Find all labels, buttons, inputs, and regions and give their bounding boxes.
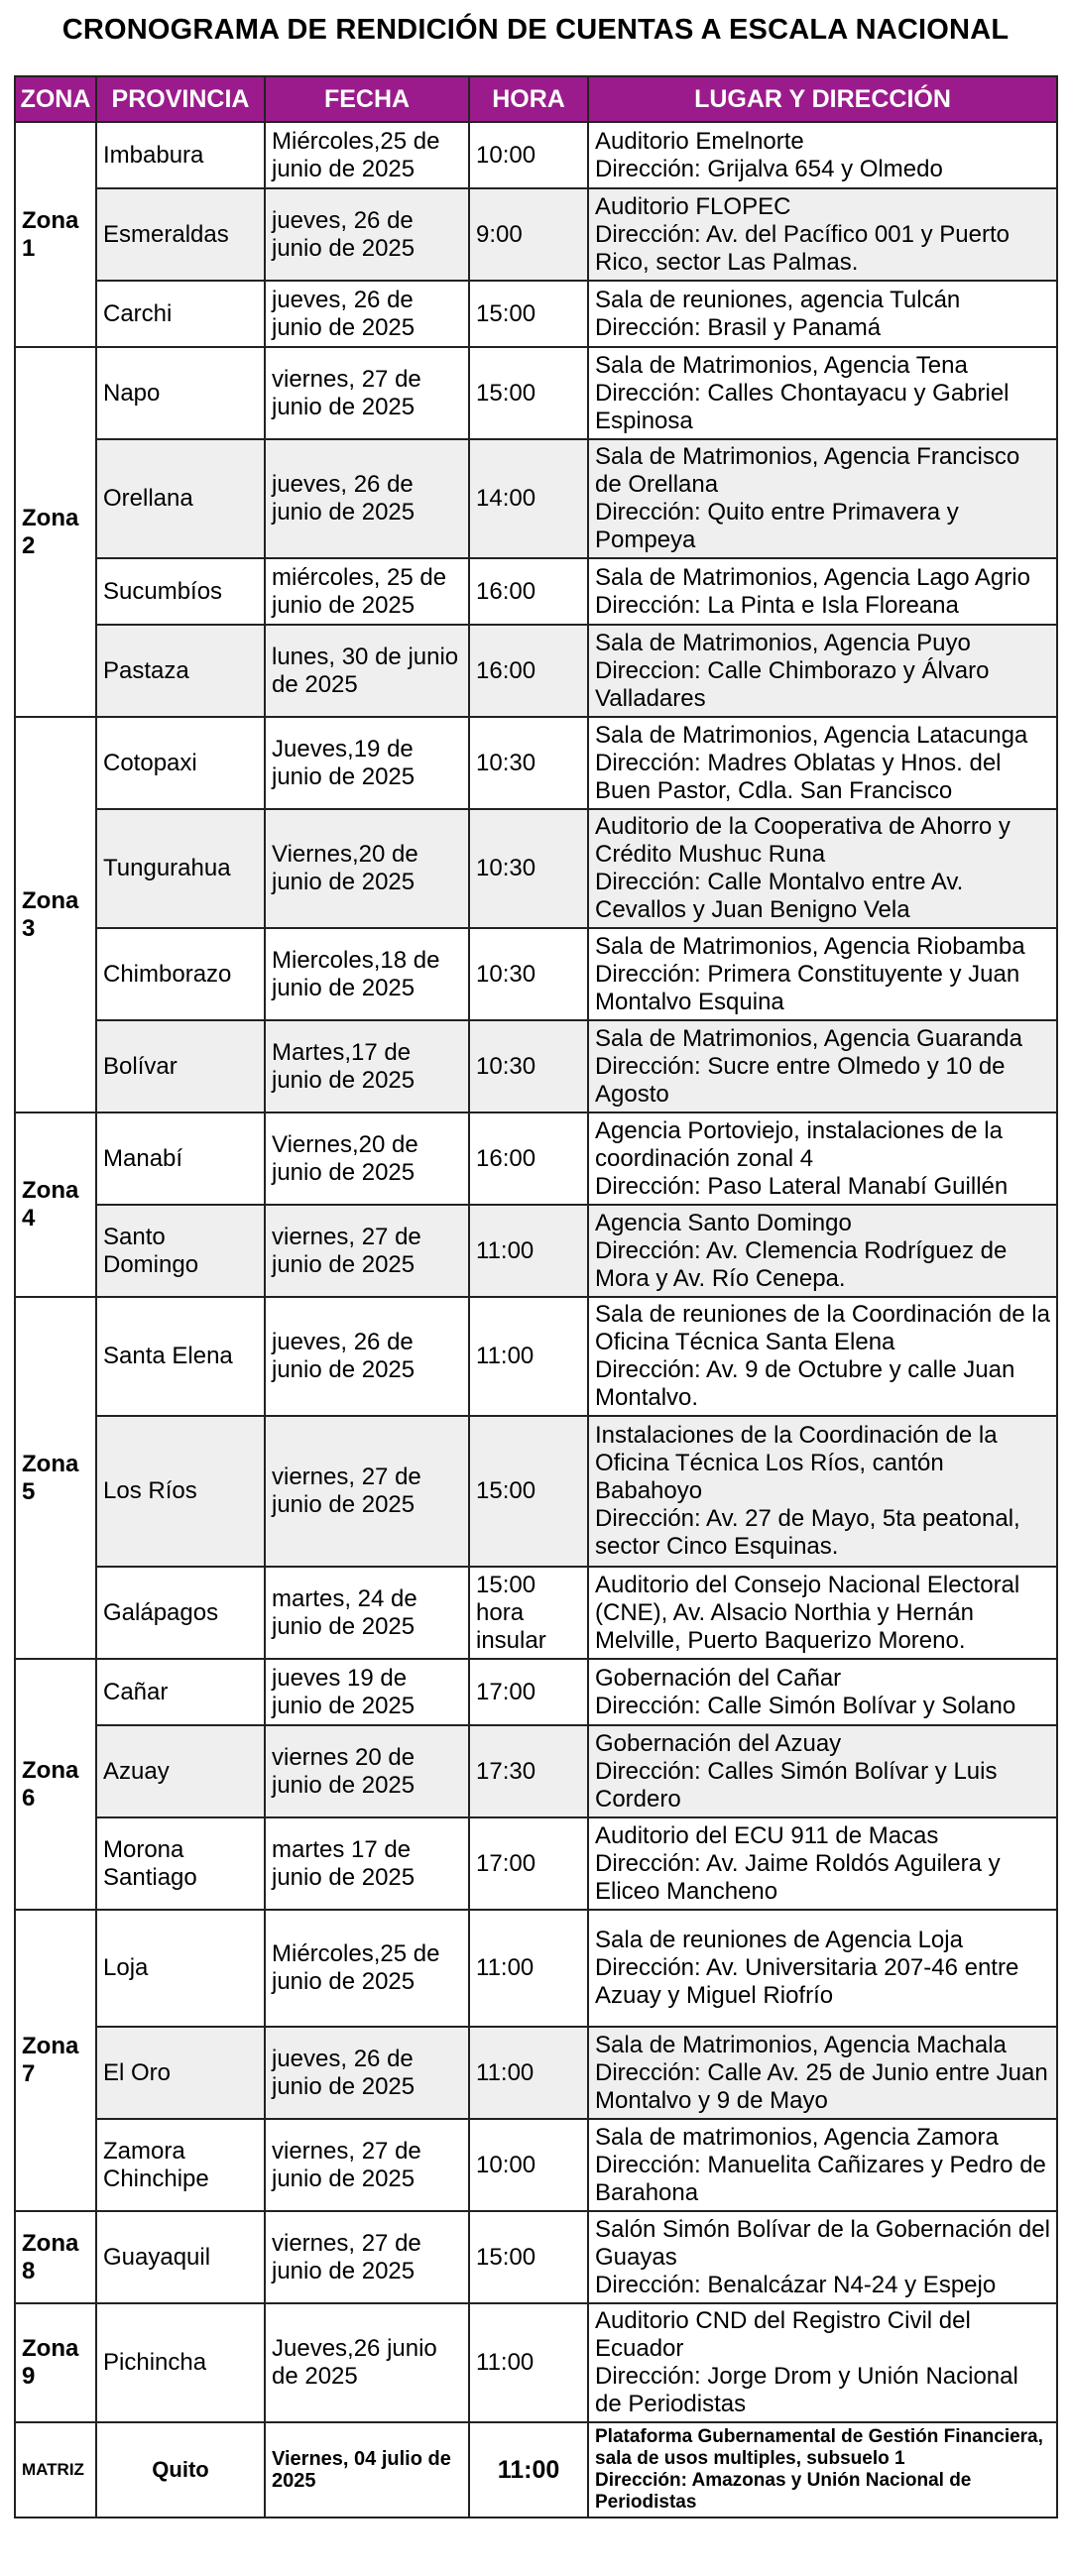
fecha-cell: viernes, 27 de junio de 2025	[265, 347, 469, 439]
lugar-line: Auditorio del Consejo Nacional Electoral (CNE), Av. Alsacio Northia y Hernán Melville, Puerto Baquerizo Moreno.	[595, 1571, 1020, 1654]
lugar-line: Sala de reuniones de Agencia Loja	[595, 1927, 963, 1953]
lugar-cell	[588, 1817, 1057, 1910]
provincia-cell: Loja	[96, 1910, 265, 2027]
lugar-line: Agencia Portoviejo, instalaciones de la coordinación zonal 4	[595, 1116, 1003, 1172]
lugar-cell	[588, 2119, 1057, 2211]
table-row	[15, 439, 1057, 558]
lugar-line: Sala de Matrimonios, Agencia Latacunga	[595, 721, 1028, 749]
lugar-cell	[588, 2027, 1057, 2119]
lugar-line: Sala de Matrimonios, Agencia Riobamba	[595, 932, 1025, 960]
lugar-line: Dirección: Av. Jaime Roldós Aguilera y Eliceo Mancheno	[595, 1849, 1001, 1905]
lugar-line: Dirección: Manuelita Cañizares y Pedro de Barahona	[595, 2151, 1046, 2206]
lugar-line: Auditorio Emelnorte	[595, 127, 804, 155]
provincia-cell: Guayaquil	[96, 2211, 265, 2303]
provincia-cell: Pichincha	[96, 2303, 265, 2422]
fecha-cell: Miércoles,25 de junio de 2025	[265, 1910, 469, 2027]
table-row	[15, 1659, 1057, 1725]
fecha-cell: jueves, 26 de junio de 2025	[265, 188, 469, 281]
fecha-cell: martes, 24 de junio de 2025	[265, 1567, 469, 1659]
provincia-cell: Esmeraldas	[96, 188, 265, 281]
table-row	[15, 347, 1057, 439]
fecha-cell: Jueves,26 junio de 2025	[265, 2303, 469, 2422]
table-row	[15, 2119, 1057, 2211]
lugar-cell	[588, 347, 1057, 439]
lugar-line: Dirección: Paso Lateral Manabí Guillén	[595, 1172, 1009, 1200]
table-row	[15, 1567, 1057, 1659]
lugar-line: Salón Simón Bolívar de la Gobernación del Guayas	[595, 2215, 1050, 2271]
provincia-cell: Pastaza	[96, 625, 265, 717]
provincia-cell: Carchi	[96, 281, 265, 347]
lugar-line: Dirección: Jorge Drom y Unión Nacional de Periodistas	[595, 2363, 1018, 2417]
lugar-cell	[588, 2211, 1057, 2303]
lugar-line: Dirección: Calle Av. 25 de Junio entre Juan Montalvo y 9 de Mayo	[595, 2058, 1048, 2114]
table-row	[15, 717, 1057, 809]
hora-cell: 17:00	[469, 1817, 588, 1910]
hora-cell: 10:30	[469, 717, 588, 809]
lugar-line: Gobernación del Azuay	[595, 1729, 842, 1757]
fecha-cell: lunes, 30 de junio de 2025	[265, 625, 469, 717]
lugar-line: Dirección: Av. del Pacífico 001 y Puerto Rico, sector Las Palmas.	[595, 220, 1010, 276]
fecha-cell: Miércoles,25 de junio de 2025	[265, 122, 469, 188]
fecha-cell: jueves, 26 de junio de 2025	[265, 1297, 469, 1416]
fecha-cell: miércoles, 25 de junio de 2025	[265, 558, 469, 625]
lugar-line: Instalaciones de la Coordinación de la Oficina Técnica Los Ríos, cantón Babahoyo	[595, 1422, 998, 1504]
lugar-line: Dirección: Calle Simón Bolívar y Solano	[595, 1692, 1016, 1719]
lugar-cell	[588, 625, 1057, 717]
hora-cell: 15:00	[469, 1416, 588, 1567]
lugar-cell	[588, 558, 1057, 625]
lugar-line: Agencia Santo Domingo	[595, 1209, 852, 1236]
provincia-cell: Imbabura	[96, 122, 265, 188]
hora-cell: 15:00 hora insular	[469, 1567, 588, 1659]
zone-label: Zona 3	[15, 717, 96, 1112]
lugar-line: Auditorio de la Cooperativa de Ahorro y Crédito Mushuc Runa	[595, 813, 1011, 868]
hora-cell: 16:00	[469, 625, 588, 717]
lugar-line: Auditorio del ECU 911 de Macas	[595, 1821, 939, 1849]
lugar-cell	[588, 281, 1057, 347]
table-row	[15, 281, 1057, 347]
lugar-cell	[588, 1020, 1057, 1112]
lugar-cell	[588, 439, 1057, 558]
zone-label: Zona 6	[15, 1659, 96, 1910]
provincia-cell: El Oro	[96, 2027, 265, 2119]
hora-cell: 17:00	[469, 1659, 588, 1725]
hora-cell: 15:00	[469, 281, 588, 347]
lugar-line: Dirección: Av. 27 de Mayo, 5ta peatonal, sector Cinco Esquinas.	[595, 1505, 1020, 1560]
lugar-line: Dirección: Av. 9 de Octubre y calle Juan Montalvo.	[595, 1356, 1015, 1411]
fecha-cell: martes 17 de junio de 2025	[265, 1817, 469, 1910]
fecha-cell: Viernes,20 de junio de 2025	[265, 809, 469, 928]
lugar-line: Dirección: Calles Simón Bolívar y Luis Cordero	[595, 1757, 998, 1813]
table-row	[15, 809, 1057, 928]
lugar-line: Dirección: La Pinta e Isla Floreana	[595, 591, 959, 619]
table-row	[15, 2027, 1057, 2119]
fecha-cell: jueves, 26 de junio de 2025	[265, 2027, 469, 2119]
lugar-line: Sala de Matrimonios, Agencia Francisco de Orellana	[595, 443, 1020, 498]
zone-label: Zona 8	[15, 2211, 96, 2303]
lugar-cell	[588, 122, 1057, 188]
lugar-cell	[588, 1297, 1057, 1416]
fecha-cell: viernes, 27 de junio de 2025	[265, 1416, 469, 1567]
hora-cell: 16:00	[469, 558, 588, 625]
fecha-cell: viernes 20 de junio de 2025	[265, 1725, 469, 1817]
fecha-cell: jueves, 26 de junio de 2025	[265, 439, 469, 558]
lugar-line: Dirección: Primera Constituyente y Juan Montalvo Esquina	[595, 960, 1020, 1015]
table-row	[15, 188, 1057, 281]
lugar-line: Dirección: Sucre entre Olmedo y 10 de Agosto	[595, 1052, 1006, 1108]
matrix-lugar	[588, 2422, 1057, 2517]
table-row	[15, 928, 1057, 1020]
fecha-cell: jueves 19 de junio de 2025	[265, 1659, 469, 1725]
hora-cell: 10:30	[469, 1020, 588, 1112]
fecha-cell: Jueves,19 de junio de 2025	[265, 717, 469, 809]
table-row	[15, 1297, 1057, 1416]
lugar-line: Sala de reuniones de la Coordinación de la Oficina Técnica Santa Elena	[595, 1301, 1050, 1355]
table-row	[15, 1416, 1057, 1567]
fecha-cell: viernes, 27 de junio de 2025	[265, 2119, 469, 2211]
matrix-section	[15, 2422, 1057, 2517]
lugar-line: Dirección: Benalcázar N4-24 y Espejo	[595, 2271, 997, 2298]
provincia-cell: Chimborazo	[96, 928, 265, 1020]
provincia-cell: Tungurahua	[96, 809, 265, 928]
lugar-line: Sala de matrimonios, Agencia Zamora	[595, 2123, 999, 2151]
lugar-cell	[588, 809, 1057, 928]
zone-label: Zona 4	[15, 1112, 96, 1297]
hora-cell: 16:00	[469, 1112, 588, 1205]
lugar-cell	[588, 1112, 1057, 1205]
lugar-cell	[588, 1567, 1057, 1659]
lugar-cell	[588, 928, 1057, 1020]
hora-cell: 17:30	[469, 1725, 588, 1817]
lugar-line: Dirección: Quito entre Primavera y Pompeya	[595, 499, 959, 553]
lugar-line: Dirección: Calle Montalvo entre Av. Cevallos y Juan Benigno Vela	[595, 869, 964, 923]
table-row	[15, 558, 1057, 625]
hora-cell: 11:00	[469, 1205, 588, 1297]
table-row	[15, 625, 1057, 717]
zone-label: Zona 1	[15, 122, 96, 347]
hora-cell: 10:00	[469, 122, 588, 188]
matrix-row	[15, 2422, 1057, 2517]
provincia-cell: Napo	[96, 347, 265, 439]
table-row	[15, 122, 1057, 188]
lugar-line: Sala de Matrimonios, Agencia Guaranda	[595, 1024, 1022, 1052]
hora-cell: 9:00	[469, 188, 588, 281]
lugar-cell	[588, 2303, 1057, 2422]
table-header-row	[15, 76, 1057, 122]
lugar-cell	[588, 717, 1057, 809]
lugar-line: Direccion: Calle Chimborazo y Álvaro Valladares	[595, 656, 990, 712]
matrix-lugar-line: Dirección: Amazonas y Unión Nacional de Periodistas	[595, 2470, 972, 2513]
lugar-line: Auditorio FLOPEC	[595, 192, 791, 220]
lugar-cell	[588, 1659, 1057, 1725]
lugar-line: Sala de Matrimonios, Agencia Lago Agrio	[595, 563, 1030, 591]
zone-label: Zona 2	[15, 347, 96, 717]
table-row	[15, 1112, 1057, 1205]
hora-cell: 10:30	[469, 809, 588, 928]
lugar-cell	[588, 1416, 1057, 1567]
hora-cell: 14:00	[469, 439, 588, 558]
hora-cell: 11:00	[469, 2303, 588, 2422]
matrix-fecha: Viernes, 04 julio de 2025	[265, 2422, 469, 2517]
table-row	[15, 2211, 1057, 2303]
provincia-cell: Azuay	[96, 1725, 265, 1817]
header-zona: ZONA	[15, 76, 96, 122]
lugar-line: Sala de Matrimonios, Agencia Tena	[595, 351, 968, 379]
provincia-cell: Cañar	[96, 1659, 265, 1725]
fecha-cell: Viernes,20 de junio de 2025	[265, 1112, 469, 1205]
provincia-cell: Santa Elena	[96, 1297, 265, 1416]
header-lugar: LUGAR Y DIRECCIÓN	[588, 76, 1057, 122]
header-hora: HORA	[469, 76, 588, 122]
lugar-cell	[588, 1205, 1057, 1297]
matrix-provincia: Quito	[96, 2422, 265, 2517]
provincia-cell: Bolívar	[96, 1020, 265, 1112]
lugar-line: Auditorio CND del Registro Civil del Ecuador	[595, 2307, 971, 2362]
provincia-cell: Morona Santiago	[96, 1817, 265, 1910]
provincia-cell: Los Ríos	[96, 1416, 265, 1567]
table-row	[15, 1725, 1057, 1817]
header-fecha: FECHA	[265, 76, 469, 122]
lugar-cell	[588, 188, 1057, 281]
lugar-line: Gobernación del Cañar	[595, 1664, 842, 1692]
provincia-cell: Zamora Chinchipe	[96, 2119, 265, 2211]
fecha-cell: Martes,17 de junio de 2025	[265, 1020, 469, 1112]
provincia-cell: Galápagos	[96, 1567, 265, 1659]
lugar-cell	[588, 1725, 1057, 1817]
matrix-lugar-line: Plataforma Gubernamental de Gestión Financiera, sala de usos multiples, subsuelo 1	[595, 2426, 1043, 2469]
hora-cell: 15:00	[469, 347, 588, 439]
hora-cell: 15:00	[469, 2211, 588, 2303]
schedule-table	[14, 75, 1058, 2518]
schedule-body	[15, 122, 1057, 2422]
hora-cell: 11:00	[469, 1297, 588, 1416]
header-provincia: PROVINCIA	[96, 76, 265, 122]
table-row	[15, 1020, 1057, 1112]
table-row	[15, 2303, 1057, 2422]
provincia-cell: Orellana	[96, 439, 265, 558]
lugar-cell	[588, 1910, 1057, 2027]
zone-label: Zona 7	[15, 1910, 96, 2211]
page-title: CRONOGRAMA DE RENDICIÓN DE CUENTAS A ESCALA NACIONAL	[61, 14, 1010, 46]
hora-cell: 11:00	[469, 2027, 588, 2119]
matrix-hora: 11:00	[469, 2422, 588, 2517]
hora-cell: 10:00	[469, 2119, 588, 2211]
lugar-line: Dirección: Calles Chontayacu y Gabriel Espinosa	[595, 379, 1010, 434]
lugar-line: Sala de reuniones, agencia Tulcán	[595, 286, 961, 313]
lugar-line: Sala de Matrimonios, Agencia Puyo	[595, 629, 971, 656]
provincia-cell: Santo Domingo	[96, 1205, 265, 1297]
lugar-line: Dirección: Av. Universitaria 207-46 entre Azuay y Miguel Riofrío	[595, 1954, 1019, 2009]
table-row	[15, 1817, 1057, 1910]
provincia-cell: Cotopaxi	[96, 717, 265, 809]
zone-label: Zona 9	[15, 2303, 96, 2422]
zone-label: Zona 5	[15, 1297, 96, 1659]
fecha-cell: Miercoles,18 de junio de 2025	[265, 928, 469, 1020]
matrix-zona: MATRIZ	[15, 2422, 96, 2517]
hora-cell: 10:30	[469, 928, 588, 1020]
hora-cell: 11:00	[469, 1910, 588, 2027]
lugar-line: Dirección: Av. Clemencia Rodríguez de Mora y Av. Río Cenepa.	[595, 1236, 1008, 1292]
lugar-line: Dirección: Brasil y Panamá	[595, 313, 882, 341]
fecha-cell: jueves, 26 de junio de 2025	[265, 281, 469, 347]
lugar-line: Dirección: Grijalva 654 y Olmedo	[595, 155, 943, 182]
lugar-line: Sala de Matrimonios, Agencia Machala	[595, 2031, 1007, 2058]
fecha-cell: viernes, 27 de junio de 2025	[265, 2211, 469, 2303]
table-row	[15, 1910, 1057, 2027]
lugar-line: Dirección: Madres Oblatas y Hnos. del Buen Pastor, Cdla. San Francisco	[595, 749, 1002, 804]
provincia-cell: Manabí	[96, 1112, 265, 1205]
table-row	[15, 1205, 1057, 1297]
fecha-cell: viernes, 27 de junio de 2025	[265, 1205, 469, 1297]
provincia-cell: Sucumbíos	[96, 558, 265, 625]
